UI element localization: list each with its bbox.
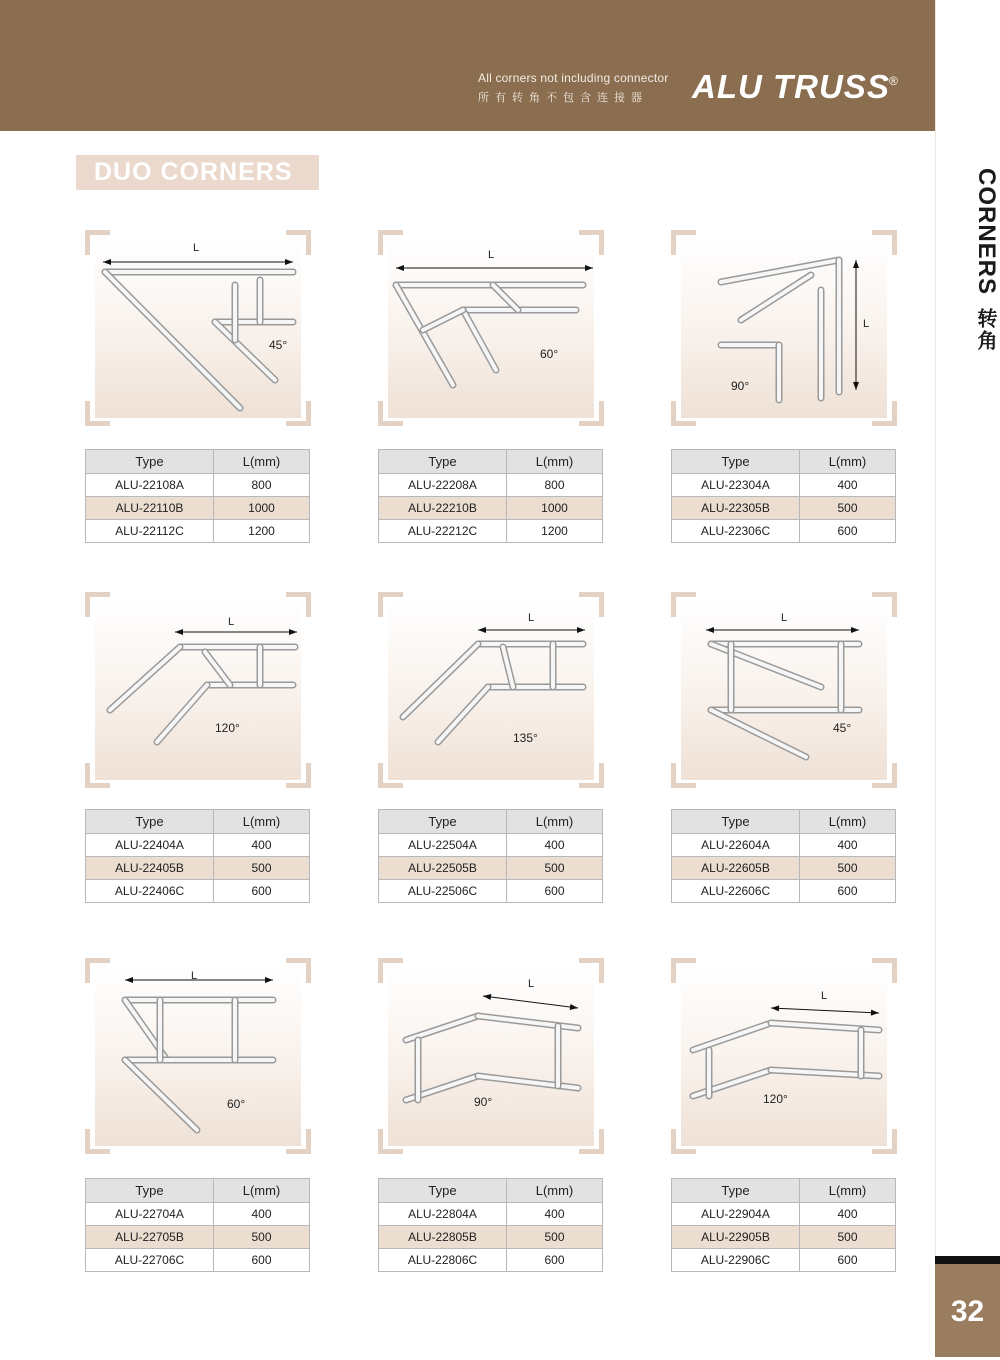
type-cell: ALU-22112C [86,520,214,543]
table-row [86,497,310,520]
spec-table [378,449,603,543]
type-cell: ALU-22406C [86,880,214,903]
column-header-type: Type [86,810,214,834]
truss-tube-highlight [125,1060,197,1130]
length-cell: 500 [800,497,896,520]
length-cell: 500 [800,1226,896,1249]
dimension-arrowhead [585,265,593,271]
type-cell: ALU-22305B [672,497,800,520]
table-header-row [672,450,896,474]
truss-tube-highlight [478,1076,578,1088]
type-cell: ALU-22606C [672,880,800,903]
table-header-row [672,1179,896,1203]
type-cell: ALU-22705B [86,1226,214,1249]
dimension-arrowhead [853,382,859,390]
table-row [86,857,310,880]
length-cell: 1200 [214,520,310,543]
type-cell: ALU-22208A [379,474,507,497]
table-row [672,1226,896,1249]
table-row [379,834,603,857]
product-image [378,230,604,426]
dimension-label: L [193,242,200,254]
dimension-line [483,996,578,1008]
table-row [672,1203,896,1226]
product-image [85,592,311,788]
length-cell: 500 [214,1226,310,1249]
length-cell: 400 [507,834,603,857]
length-cell: 1000 [507,497,603,520]
truss-tube-highlight [478,1016,578,1028]
dimension-label: L [781,612,788,624]
table-row [86,834,310,857]
product-image [85,230,311,426]
column-header-type: Type [379,810,507,834]
dimension-arrowhead [265,977,273,983]
dimension-label: L [488,249,495,261]
dimension-arrowhead [289,629,297,635]
length-cell: 600 [214,880,310,903]
column-header-length: L(mm) [507,810,603,834]
product-image [378,592,604,788]
dimension-label: L [528,978,535,990]
table-header-row [379,450,603,474]
table-row [672,1249,896,1272]
table-row [672,880,896,903]
type-cell: ALU-22304A [672,474,800,497]
angle-label: 135° [513,731,538,745]
dimension-arrowhead [175,629,183,635]
table-row [86,520,310,543]
table-row [379,1203,603,1226]
length-cell: 400 [800,474,896,497]
table-row [86,1203,310,1226]
sidebar-divider [935,1256,1000,1264]
table-header-row [86,1179,310,1203]
type-cell: ALU-22905B [672,1226,800,1249]
table-row [86,1226,310,1249]
dimension-arrowhead [577,627,585,633]
dimension-arrowhead [871,1010,879,1016]
dimension-arrowhead [125,977,133,983]
spec-table [85,1178,310,1272]
length-cell: 500 [800,857,896,880]
type-cell: ALU-22806C [379,1249,507,1272]
angle-label: 60° [227,1097,246,1111]
column-header-type: Type [86,1179,214,1203]
truss-tube-highlight [463,310,496,370]
registered-mark: ® [889,74,898,88]
dimension-arrowhead [706,627,714,633]
sidebar-title-chinese: 转角 [974,308,996,352]
dimension-label: L [821,990,828,1002]
truss-tube-highlight [105,272,240,408]
table-row [672,520,896,543]
angle-label: 90° [474,1095,493,1109]
length-cell: 600 [800,1249,896,1272]
angle-label: 120° [763,1092,788,1106]
dimension-arrowhead [483,994,491,1000]
length-cell: 400 [507,1203,603,1226]
spec-table [671,809,896,903]
dimension-label: L [863,318,870,330]
truss-tube-highlight [693,1023,771,1050]
truss-tube-highlight [711,710,806,757]
truss-tube-highlight [215,322,275,380]
dimension-label: L [528,612,535,624]
length-cell: 800 [507,474,603,497]
column-header-length: L(mm) [800,450,896,474]
column-header-length: L(mm) [214,810,310,834]
brand-logo: ALU TRUSS [692,68,890,105]
product-image [85,958,311,1154]
type-cell: ALU-22906C [672,1249,800,1272]
table-header-row [86,450,310,474]
table-header-row [672,810,896,834]
spec-table [85,809,310,903]
dimension-line [771,1008,879,1013]
length-cell: 400 [214,834,310,857]
product-image [671,230,897,426]
table-row [672,834,896,857]
type-cell: ALU-22505B [379,857,507,880]
table-row [379,1226,603,1249]
truss-tube-highlight [721,260,839,282]
dimension-arrowhead [771,1005,779,1011]
type-cell: ALU-22804A [379,1203,507,1226]
spec-table [85,449,310,543]
table-row [672,497,896,520]
length-cell: 600 [800,520,896,543]
truss-drawing [378,958,604,1154]
column-header-length: L(mm) [214,450,310,474]
table-row [86,880,310,903]
length-cell: 400 [800,834,896,857]
type-cell: ALU-22605B [672,857,800,880]
table-row [86,474,310,497]
length-cell: 800 [214,474,310,497]
table-row [379,880,603,903]
column-header-type: Type [86,450,214,474]
type-cell: ALU-22110B [86,497,214,520]
sidebar-title-english: CORNERS [973,168,1000,296]
spec-table [378,1178,603,1272]
dimension-label: L [228,616,235,628]
column-header-type: Type [379,1179,507,1203]
truss-drawing [85,958,311,1154]
truss-drawing [671,958,897,1154]
truss-tube-highlight [110,647,180,710]
dimension-arrowhead [478,627,486,633]
length-cell: 1200 [507,520,603,543]
type-cell: ALU-22210B [379,497,507,520]
length-cell: 600 [800,880,896,903]
length-cell: 600 [214,1249,310,1272]
truss-drawing [85,592,311,788]
length-cell: 400 [214,1203,310,1226]
table-row [379,520,603,543]
length-cell: 600 [507,880,603,903]
length-cell: 500 [214,857,310,880]
connector-note-english: All corners not including connector [478,71,669,85]
dimension-arrowhead [570,1004,578,1010]
length-cell: 500 [507,1226,603,1249]
table-row [672,857,896,880]
angle-label: 60° [540,347,559,361]
spec-table [671,449,896,543]
section-title: DUO CORNERS [76,155,319,190]
type-cell: ALU-22706C [86,1249,214,1272]
table-row [379,474,603,497]
type-cell: ALU-22704A [86,1203,214,1226]
type-cell: ALU-22604A [672,834,800,857]
table-row [379,1249,603,1272]
truss-tube-highlight [741,275,811,320]
length-cell: 400 [800,1203,896,1226]
length-cell: 600 [507,1249,603,1272]
page-number: 32 [935,1264,1000,1357]
truss-tube-highlight [205,652,230,685]
table-header-row [86,810,310,834]
table-row [672,474,896,497]
column-header-length: L(mm) [507,1179,603,1203]
truss-tube-highlight [438,687,488,742]
column-header-length: L(mm) [800,810,896,834]
type-cell: ALU-22108A [86,474,214,497]
column-header-type: Type [672,1179,800,1203]
column-header-type: Type [379,450,507,474]
column-header-length: L(mm) [800,1179,896,1203]
table-row [86,1249,310,1272]
product-image [378,958,604,1154]
dimension-arrowhead [285,259,293,265]
truss-tube-highlight [493,285,518,310]
product-image [671,592,897,788]
connector-note-chinese: 所有转角不包含连接器 [478,92,648,104]
angle-label: 90° [731,379,750,393]
page-header [0,0,935,131]
angle-label: 45° [269,338,288,352]
truss-drawing [378,592,604,788]
dimension-arrowhead [851,627,859,633]
type-cell: ALU-22904A [672,1203,800,1226]
column-header-type: Type [672,810,800,834]
table-row [379,857,603,880]
column-header-length: L(mm) [507,450,603,474]
truss-tube-highlight [157,685,207,742]
angle-label: 120° [215,721,240,735]
truss-tube-highlight [406,1016,478,1040]
dimension-arrowhead [853,260,859,268]
table-row [379,497,603,520]
column-header-length: L(mm) [214,1179,310,1203]
type-cell: ALU-22504A [379,834,507,857]
truss-drawing [85,230,311,426]
truss-tube-highlight [396,285,453,385]
product-image [671,958,897,1154]
type-cell: ALU-22405B [86,857,214,880]
type-cell: ALU-22306C [672,520,800,543]
dimension-label: L [191,970,198,982]
truss-tube-highlight [423,310,463,330]
length-cell: 500 [507,857,603,880]
column-header-type: Type [672,450,800,474]
angle-label: 45° [833,721,852,735]
dimension-arrowhead [396,265,404,271]
table-header-row [379,810,603,834]
table-header-row [379,1179,603,1203]
truss-tube-highlight [693,1070,771,1096]
spec-table [671,1178,896,1272]
type-cell: ALU-22506C [379,880,507,903]
type-cell: ALU-22212C [379,520,507,543]
spec-table [378,809,603,903]
type-cell: ALU-22805B [379,1226,507,1249]
length-cell: 1000 [214,497,310,520]
type-cell: ALU-22404A [86,834,214,857]
dimension-arrowhead [103,259,111,265]
